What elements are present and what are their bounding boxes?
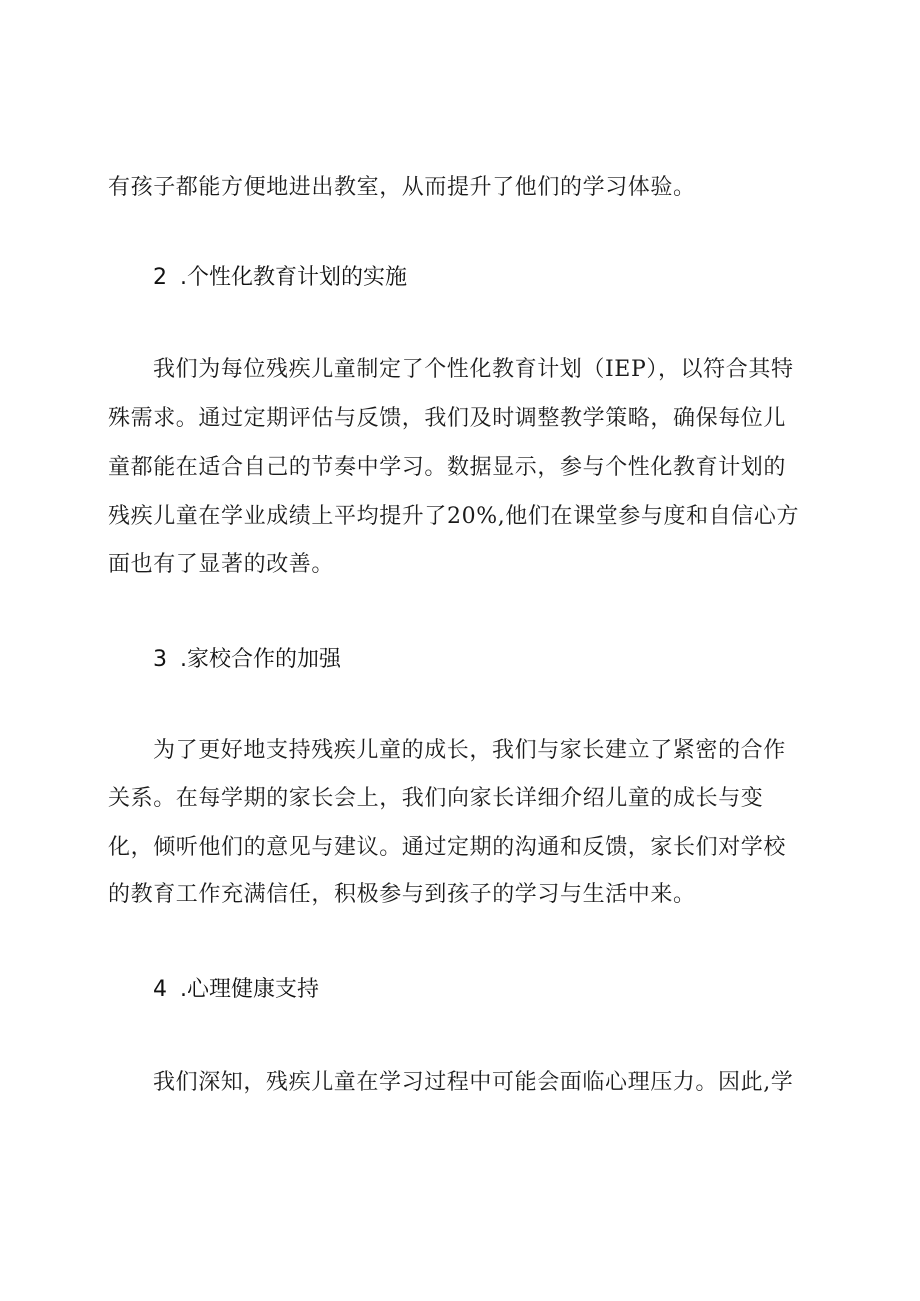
paragraph-line: 我们为每位残疾儿童制定了个性化教育计划（IEP），以符合其特 [153, 357, 794, 382]
section-title: .个性化教育计划的实施 [180, 265, 407, 290]
section-number: 2 [153, 265, 173, 290]
section-heading [153, 975, 319, 1005]
section-heading [153, 645, 341, 675]
section-number: 4 [153, 977, 173, 1002]
paragraph-line: 化，倾听他们的意见与建议。通过定期的沟通和反馈，家长们对学校 [108, 835, 787, 860]
section-number: 3 [153, 647, 173, 672]
paragraph-line: 殊需求。通过定期评估与反馈，我们及时调整教学策略，确保每位儿 [108, 406, 787, 431]
paragraph-line: 关系。在每学期的家长会上，我们向家长详细介绍儿童的成长与变 [108, 786, 764, 811]
section-heading [153, 263, 407, 293]
paragraph-line: 面也有了显著的改善。 [108, 552, 335, 577]
paragraph-line: 的教育工作充满信任，积极参与到孩子的学习与生活中来。 [108, 882, 696, 907]
section-title: .心理健康支持 [180, 977, 319, 1002]
paragraph-line: 为了更好地支持残疾儿童的成长，我们与家长建立了紧密的合作 [153, 738, 786, 763]
paragraph-line: 童都能在适合自己的节奏中学习。数据显示，参与个性化教育计划的 [108, 455, 787, 480]
paragraph-line: 我们深知，残疾儿童在学习过程中可能会面临心理压力。因此,学 [153, 1070, 794, 1095]
section-title: .家校合作的加强 [180, 647, 341, 672]
paragraph-line: 有孩子都能方便地进出教室，从而提升了他们的学习体验。 [108, 175, 696, 200]
paragraph-line: 残疾儿童在学业成绩上平均提升了20%,他们在课堂参与度和自信心方 [108, 504, 800, 529]
